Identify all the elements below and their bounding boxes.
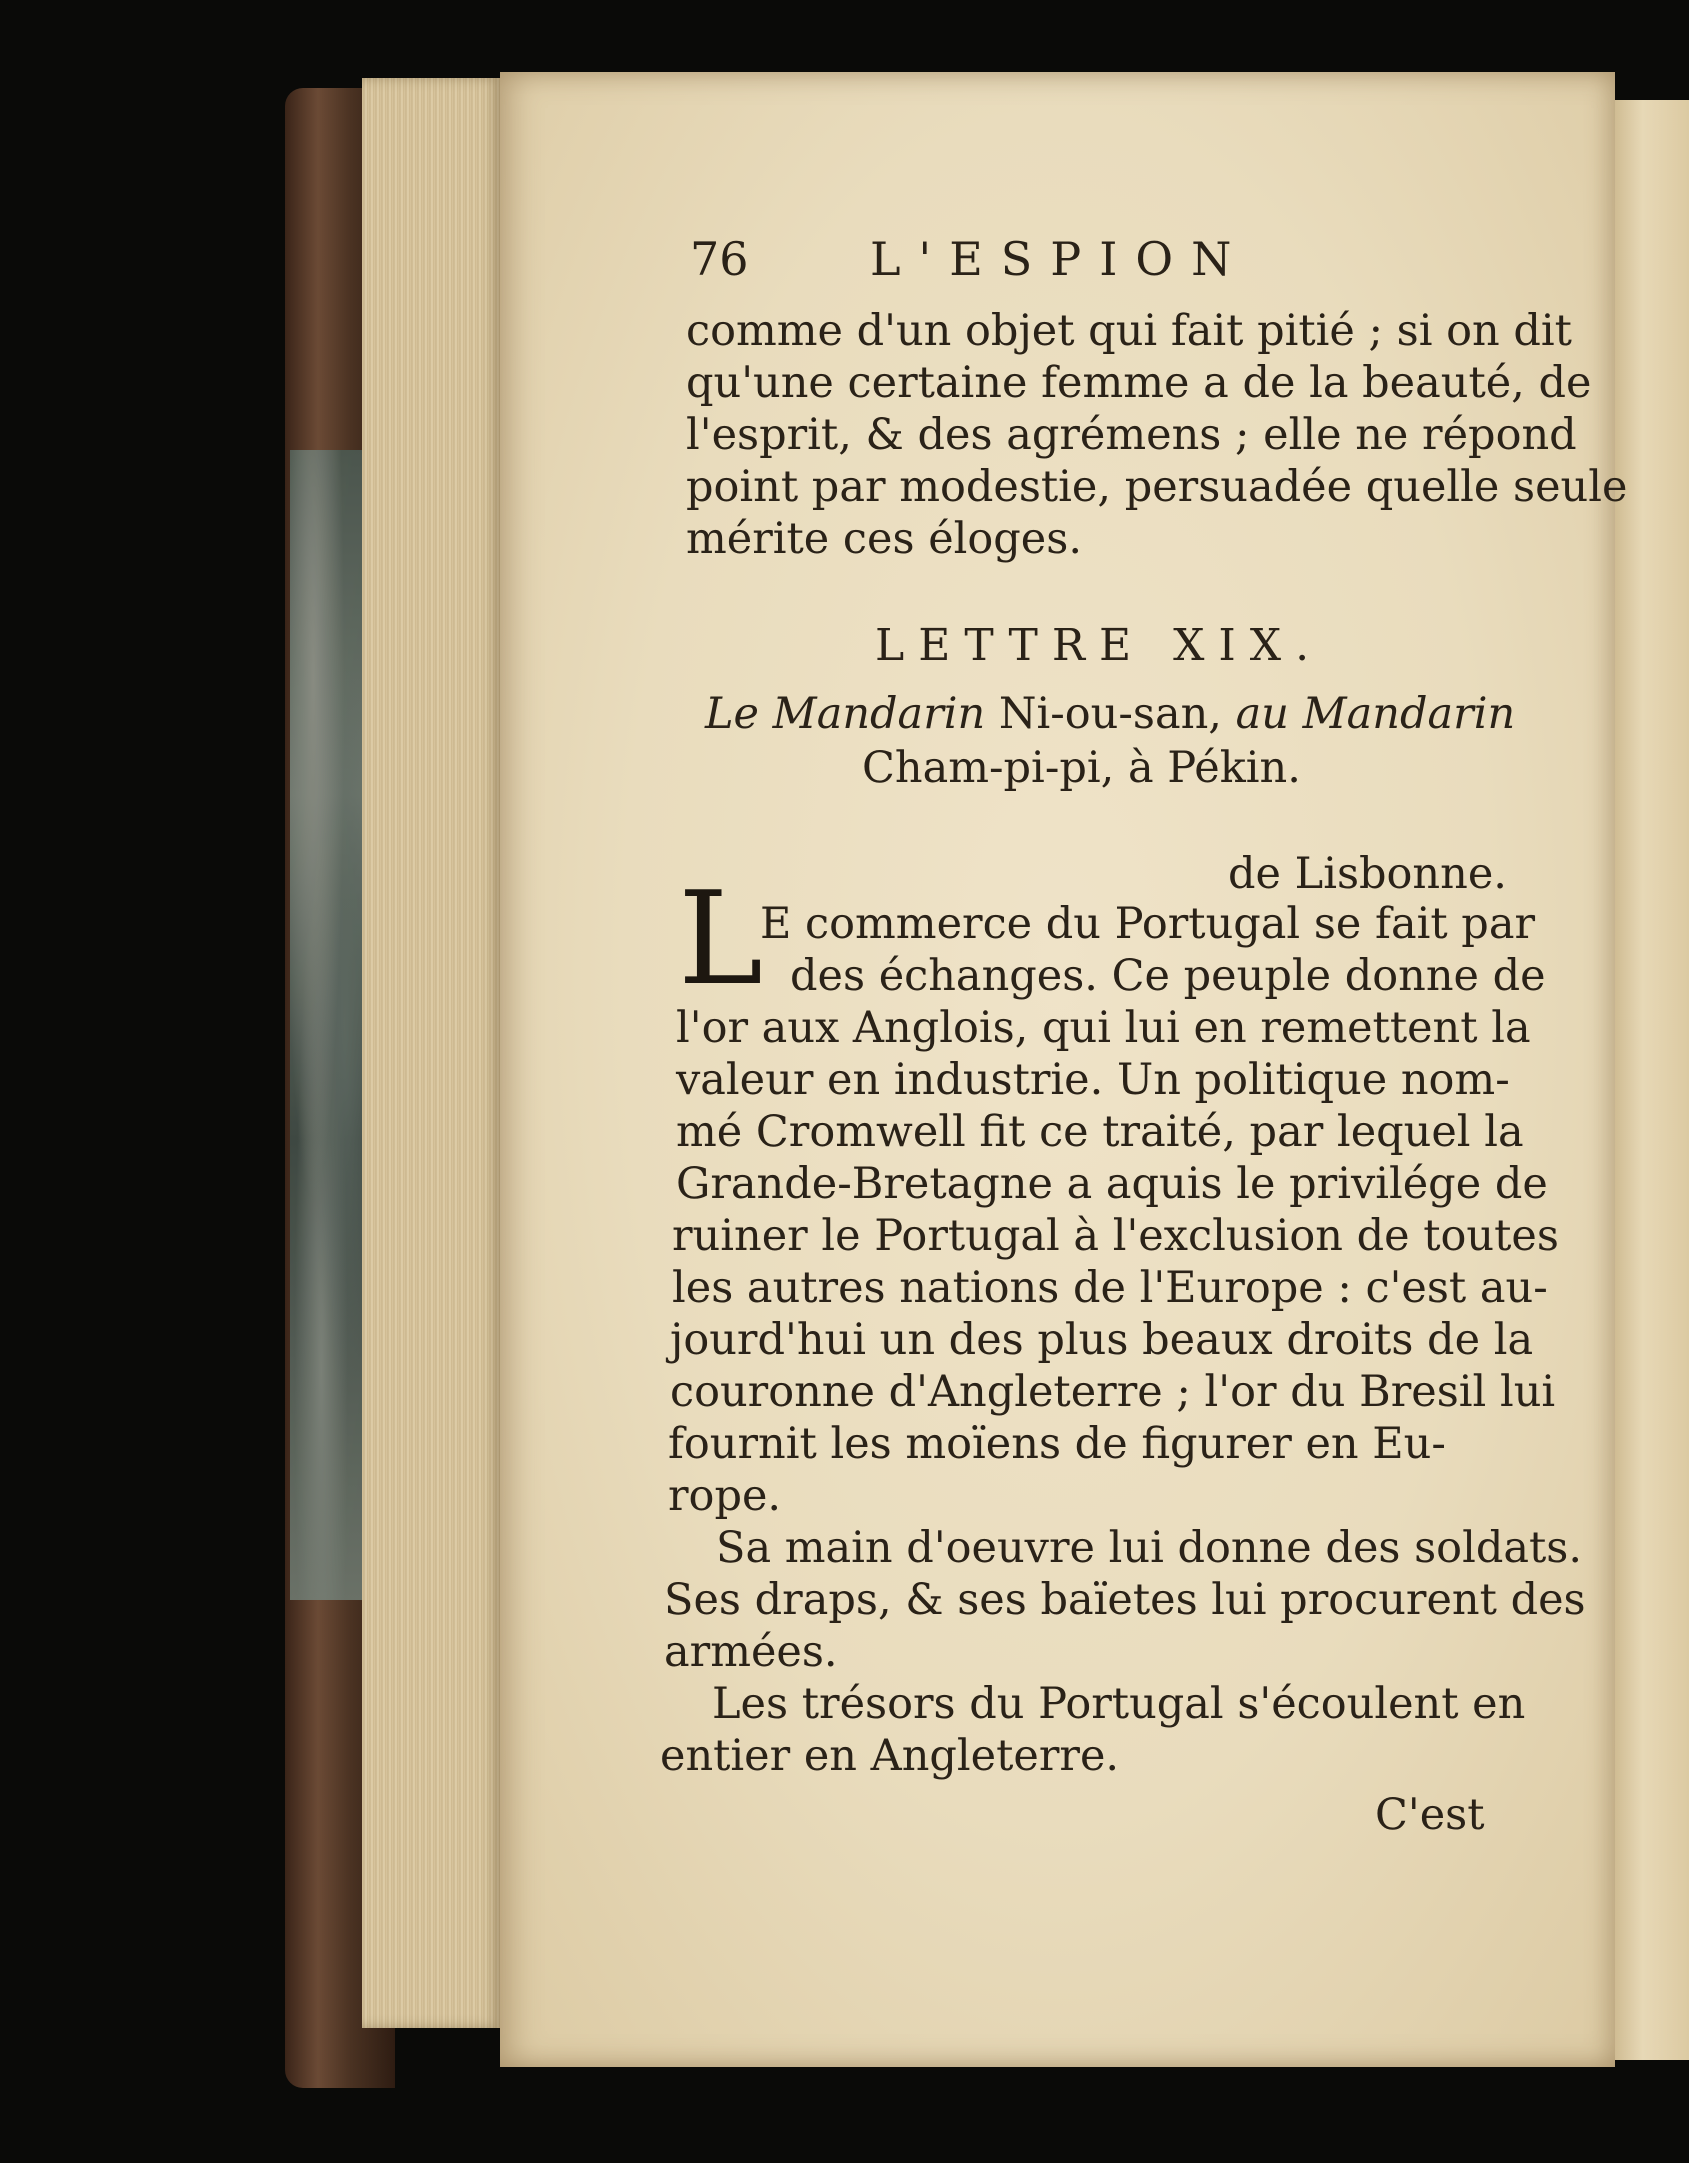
- letter-heading: LETTRE XIX.: [875, 620, 1324, 671]
- text-line: Grande-Bretagne a aquis le privilége de: [676, 1159, 1548, 1209]
- text-line: rope.: [668, 1471, 782, 1521]
- text-line: mérite ces éloges.: [686, 514, 1082, 564]
- facing-page: [1612, 100, 1689, 2060]
- text-line: les autres nations de l'Europe : c'est au-: [672, 1263, 1548, 1313]
- from-title: Le Mandarin: [705, 689, 986, 739]
- drop-cap: L: [678, 865, 763, 1014]
- text-line: point par modestie, persuadée quelle seule: [686, 462, 1628, 512]
- running-title: L'ESPION: [870, 232, 1250, 286]
- text-line: E commerce du Portugal se fait par: [760, 899, 1536, 949]
- text-line: l'esprit, & des agrémens ; elle ne répond: [686, 410, 1577, 460]
- from-name: Ni-ou-san,: [998, 689, 1222, 739]
- text-line: couronne d'Angleterre ; l'or du Bresil lui: [670, 1367, 1556, 1417]
- text-line: Ses draps, & ses baïetes lui procurent des: [664, 1575, 1586, 1625]
- page-number: 76: [690, 232, 749, 286]
- marbled-board: [290, 450, 368, 1600]
- text-line: armées.: [664, 1627, 838, 1677]
- text-line: ruiner le Portugal à l'exclusion de toutes: [672, 1211, 1559, 1261]
- text-line: l'or aux Anglois, qui lui en remettent la: [676, 1003, 1531, 1053]
- place-line: de Lisbonne.: [1228, 849, 1507, 899]
- text-line: valeur en industrie. Un politique nom-: [676, 1055, 1510, 1105]
- text-line: jourd'hui un des plus beaux droits de la: [670, 1315, 1534, 1365]
- text-line: qu'une certaine femme a de la beauté, de: [686, 358, 1592, 408]
- text-line: Les trésors du Portugal s'écoulent en: [712, 1679, 1526, 1729]
- to-title: au Mandarin: [1235, 689, 1516, 739]
- page-edges: [362, 78, 502, 2028]
- text-line: mé Cromwell fit ce traité, par lequel la: [676, 1107, 1524, 1157]
- text-line: des échanges. Ce peuple donne de: [790, 951, 1546, 1001]
- text-line: Sa main d'oeuvre lui donne des soldats.: [716, 1523, 1583, 1573]
- text-line: fournit les moïens de figurer en Eu-: [668, 1419, 1446, 1469]
- text-line: comme d'un objet qui fait pitié ; si on dit: [686, 306, 1572, 356]
- salutation-line-1: [705, 688, 1515, 740]
- text-line: entier en Angleterre.: [660, 1731, 1120, 1781]
- catchword: C'est: [1375, 1790, 1485, 1840]
- salutation-line-2: Cham-pi-pi, à Pékin.: [862, 743, 1301, 793]
